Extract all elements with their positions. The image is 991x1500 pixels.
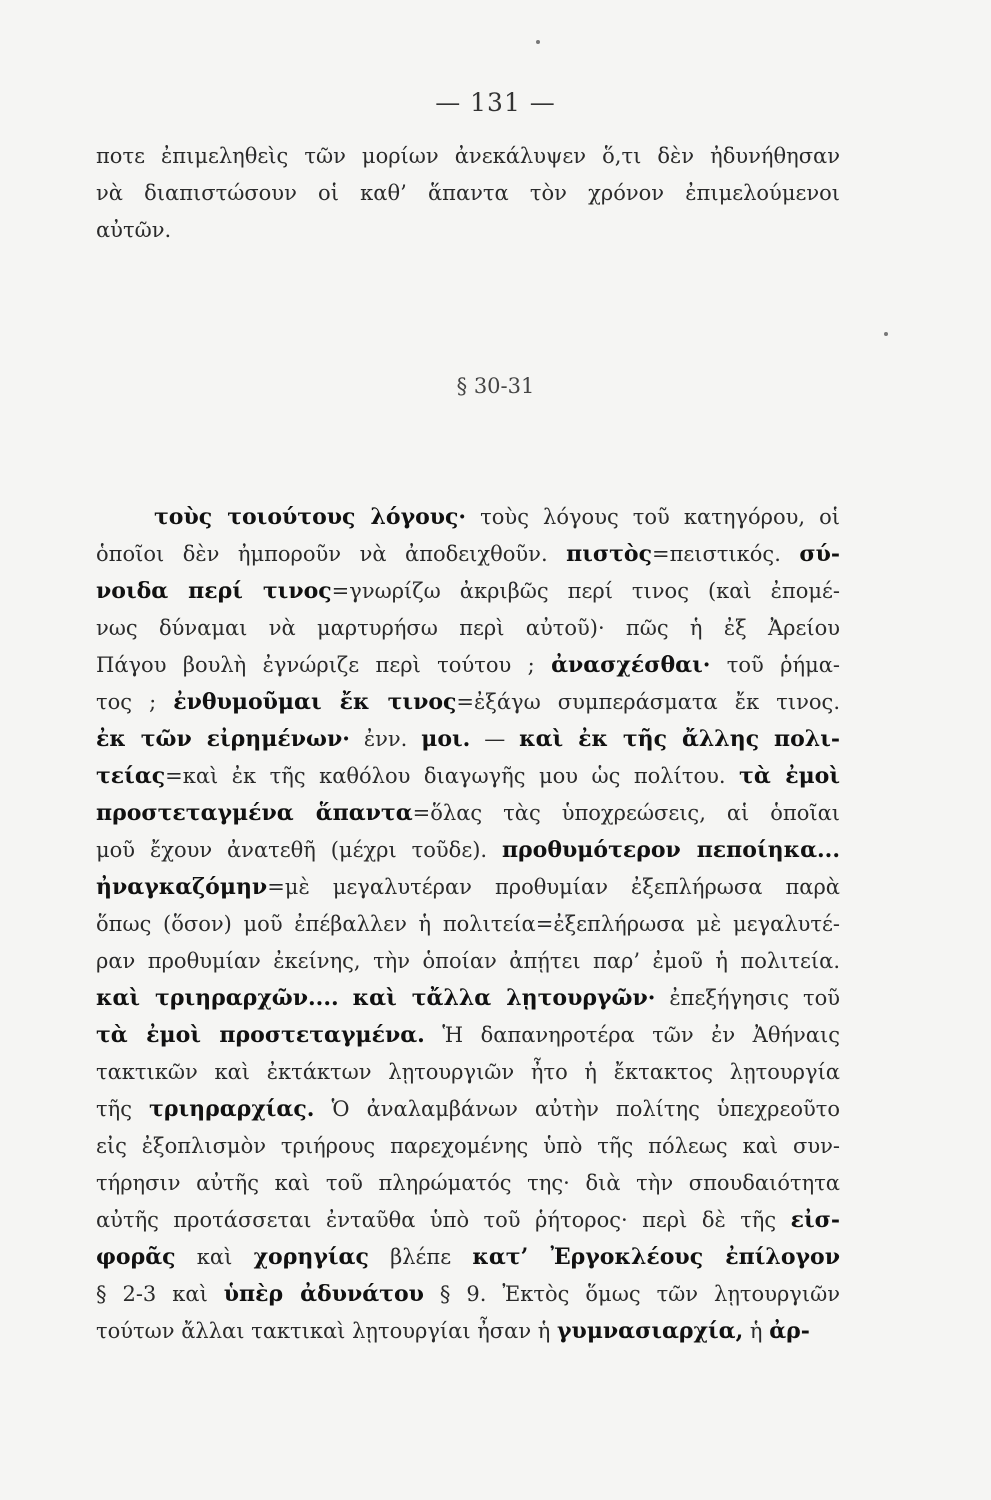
text-run: ἐνν. <box>349 727 422 751</box>
speck <box>536 40 540 44</box>
text-line <box>96 573 840 610</box>
text-line <box>96 906 840 943</box>
top-paragraph <box>96 138 840 249</box>
bold-term: προθυμότερον πεποίηκα... <box>501 837 840 863</box>
text-run: ποτε ἐπιμεληθεὶς τῶν μορίων ἀνεκάλυψεν ὅ,τι δὲν ἠδυνήθησαν <box>96 144 840 168</box>
text-run: τούτων ἄλλαι τακτικαὶ λῃτουργίαι ἦσαν ἡ <box>96 1319 558 1343</box>
bold-term: καὶ τἄλλα λῃτουργῶν· <box>352 985 656 1011</box>
bold-term: ἠναγκαζόμην <box>96 874 268 900</box>
text-line <box>96 758 840 795</box>
text-line <box>96 1091 840 1128</box>
text-run: μοῦ ἔχουν ἀνατεθῆ (μέχρι τοῦδε). <box>96 838 502 862</box>
bold-term: τριηραρχίας. <box>149 1096 315 1122</box>
text-run: τοῦ ῥήμα- <box>710 653 841 677</box>
text-line <box>96 1128 840 1165</box>
text-run: ὅπως (ὅσον) μοῦ ἐπέβαλλεν ἡ πολιτεία=ἐξεπλήρωσα μὲ μεγαλυτέ- <box>96 912 840 936</box>
bold-term: τὰ ἐμοὶ <box>739 763 841 789</box>
text-run: =γνωρίζω ἀκριβῶς περί τινος (καὶ ἐπομέ- <box>331 579 840 603</box>
text-line <box>96 138 840 175</box>
bold-term: τοὺς τοιούτους λόγους· <box>154 504 467 530</box>
section-heading: § 30-31 <box>456 374 535 398</box>
text-run: =πειστικός. <box>651 542 800 566</box>
text-line <box>96 795 840 832</box>
text-line <box>96 175 840 212</box>
speck <box>884 332 888 336</box>
text-run: αὐτῆς προτάσσεται ἐνταῦθα ὑπὸ τοῦ ῥήτορος· περὶ δὲ τῆς <box>96 1208 791 1232</box>
text-line <box>96 943 840 980</box>
text-line <box>96 1202 840 1239</box>
text-line <box>96 610 840 647</box>
text-line <box>96 499 840 536</box>
text-line <box>96 869 840 906</box>
text-run: =ἐξάγω συμπεράσματα ἔκ τινος. <box>456 690 840 714</box>
text-line <box>96 721 840 758</box>
text-run: Ὁ ἀναλαμβάνων αὐτὴν πολίτης ὑπεχρεοῦτο <box>314 1097 840 1121</box>
bold-term: τὰ ἐμοὶ προστεταγμένα. <box>96 1022 425 1048</box>
text-run: τῆς <box>96 1097 150 1121</box>
bold-term: χορηγίας <box>253 1244 369 1270</box>
text-line <box>96 1276 840 1313</box>
bold-term: καὶ τριηραρχῶν.... <box>96 985 339 1011</box>
bold-term: τείας <box>96 763 166 789</box>
bold-term: σύ- <box>799 541 840 567</box>
bold-term: κατ’ Ἐργοκλέους ἐπίλογον <box>472 1244 840 1270</box>
bold-term: μοι. <box>421 726 471 752</box>
text-line <box>96 1313 840 1350</box>
bold-term: ἀρ- <box>769 1318 810 1344</box>
text-run: =μὲ μεγαλυτέραν προθυμίαν ἐξεπλήρωσα παρὰ <box>267 875 840 899</box>
text-run: εἰς ἐξοπλισμὸν τριήρους παρεχομένης ὑπὸ τῆς πόλεως καὶ συν- <box>96 1134 840 1158</box>
page-number: — 131 — <box>435 88 556 117</box>
text-run: νὰ διαπιστώσουν οἱ καθ’ ἅπαντα τὸν χρόνον ἐπιμελούμενοι <box>96 181 840 205</box>
bold-term: νοιδα περί τινος <box>96 578 332 604</box>
text-run: τακτικῶν καὶ ἐκτάκτων λῃτουργιῶν ἦτο ἡ ἔκτακτος λῃτουργία <box>96 1060 840 1084</box>
text-run: ἐπεξήγησις τοῦ <box>655 986 840 1010</box>
text-line <box>96 684 840 721</box>
text-run: Πάγου βουλὴ ἐγνώριζε περὶ τούτου ; <box>96 653 552 677</box>
bold-term: καὶ ἐκ τῆς ἄλλης πολι- <box>519 726 840 752</box>
text-run: αὐτῶν. <box>96 218 172 242</box>
text-run: ραν προθυμίαν ἐκείνης, τὴν ὁποίαν ἀπῄτει παρ’ ἐμοῦ ἡ πολιτεία. <box>96 949 840 973</box>
text-run <box>339 986 353 1010</box>
text-line <box>96 1017 840 1054</box>
text-line <box>96 832 840 869</box>
bold-term: εἰσ- <box>790 1207 840 1233</box>
text-line <box>96 536 840 573</box>
bold-term: ὑπὲρ ἀδυνάτου <box>223 1281 424 1307</box>
text-line <box>96 1054 840 1091</box>
text-run: τήρησιν αὐτῆς καὶ τοῦ πληρώματός της· διὰ τὴν σπουδαιότητα <box>96 1171 840 1195</box>
text-run: τοὺς λόγους τοῦ κατηγόρου, οἱ <box>466 505 840 529</box>
text-run: =ὅλας τὰς ὑποχρεώσεις, αἱ ὁποῖαι <box>412 801 840 825</box>
text-run: ἡ <box>743 1319 770 1343</box>
bold-term: πιστὸς <box>566 541 652 567</box>
text-run: καὶ <box>175 1245 254 1269</box>
text-line <box>96 212 840 249</box>
text-run: βλέπε <box>368 1245 473 1269</box>
text-run: νως δύναμαι νὰ μαρτυρήσω περὶ αὐτοῦ)· πῶς ἡ ἐξ Ἀρείου <box>96 616 840 640</box>
bold-term: ἐκ τῶν εἰρημένων· <box>96 726 350 752</box>
text-run: τος ; <box>96 690 174 714</box>
text-line <box>96 1239 840 1276</box>
text-run: ὁποῖοι δὲν ἠμποροῦν νὰ ἀποδειχθοῦν. <box>96 542 567 566</box>
text-run: — <box>470 727 520 751</box>
bold-term: ἀνασχέσθαι· <box>551 652 711 678</box>
text-line <box>96 980 840 1017</box>
text-run: =καὶ ἐκ τῆς καθόλου διαγωγῆς μου ὡς πολίτου. <box>165 764 740 788</box>
text-run: Ἡ δαπανηροτέρα τῶν ἐν Ἀθήναις <box>424 1023 840 1047</box>
text-line <box>96 647 840 684</box>
bold-term: γυμνασιαρχία, <box>557 1318 744 1344</box>
text-line <box>96 1165 840 1202</box>
bold-term: φορᾶς <box>96 1244 176 1270</box>
bold-term: προστεταγμένα ἅπαντα <box>96 800 413 826</box>
commentary-paragraph <box>96 499 840 1350</box>
text-run: § 9. Ἐκτὸς ὅμως τῶν λῃτουργιῶν <box>423 1282 840 1306</box>
bold-term: ἐνθυμοῦμαι ἔκ τινος <box>173 689 457 715</box>
text-run: § 2-3 καὶ <box>96 1282 224 1306</box>
